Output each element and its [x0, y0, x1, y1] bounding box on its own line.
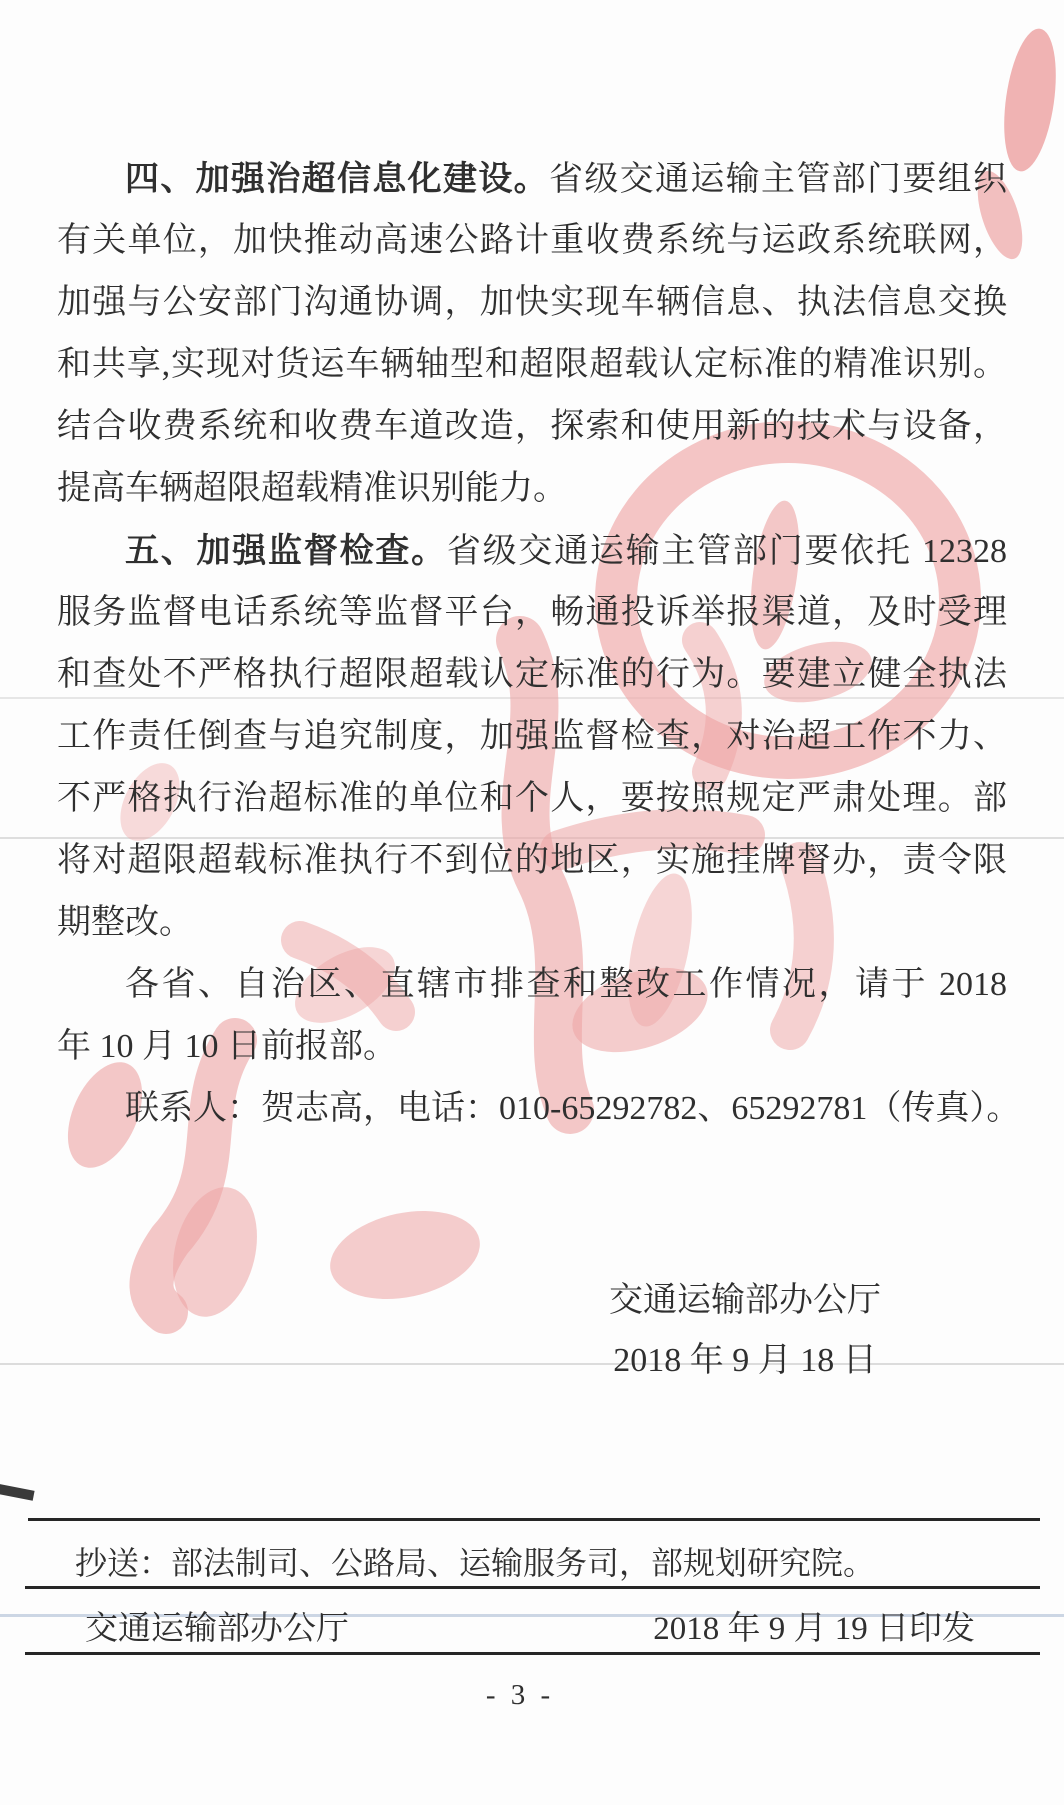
signature-date: 2018 年 9 月 18 日 — [613, 1342, 877, 1379]
body-line: 提高车辆超限超载精准识别能力。 — [57, 470, 567, 507]
body-line: 服务监督电话系统等监督平台，畅通投诉举报渠道，及时受理 — [57, 594, 1007, 631]
footer-issuer-row — [85, 1606, 975, 1652]
body-line: 有关单位，加快推动高速公路计重收费系统与运政系统联网， — [57, 222, 1007, 259]
footer-cc-line: 抄送：部法制司、公路局、运输服务司，部规划研究院。 — [75, 1545, 876, 1581]
body-line: 四、加强治超信息化建设。省级交通运输主管部门要组织 — [125, 160, 1007, 198]
body-line: 工作责任倒查与追究制度，加强监督检查，对治超工作不力、 — [57, 718, 1007, 755]
body-line: 和共享,实现对货运车辆轴型和超限超载认定标准的精准识别。 — [57, 346, 1007, 383]
page-number: - 3 - — [485, 1679, 555, 1711]
footer-divider-top — [28, 1518, 1040, 1521]
signature-org: 交通运输部办公厅 — [609, 1282, 881, 1319]
body-line: 结合收费系统和收费车道改造，探索和使用新的技术与设备， — [57, 408, 1007, 445]
body-line: 和查处不严格执行超限超载认定标准的行为。要建立健全执法 — [57, 656, 1007, 693]
section-heading: 五、加强监督检查。 — [125, 532, 447, 570]
footer-print-date: 2018 年 9 月 19 日印发 — [653, 1611, 975, 1647]
body-line: 加强与公安部门沟通协调，加快实现车辆信息、执法信息交换 — [57, 284, 1007, 321]
body-line: 年 10 月 10 日前报部。 — [57, 1028, 397, 1065]
footer-issuer: 交通运输部办公厅 — [85, 1611, 349, 1647]
section-heading: 四、加强治超信息化建设。 — [125, 160, 549, 198]
body-line: 联系人：贺志高，电话：010-65292782、65292781（传真）。 — [125, 1090, 1021, 1127]
body-line: 期整改。 — [57, 904, 193, 941]
body-line: 各省、自治区、直辖市排查和整改工作情况，请于 2018 — [125, 966, 1007, 1003]
body-line: 五、加强监督检查。省级交通运输主管部门要依托 12328 — [125, 532, 1008, 570]
footer-divider-bottom — [25, 1652, 1040, 1655]
body-text — [57, 148, 1021, 1140]
footer-divider-middle — [25, 1586, 1040, 1589]
body-line: 不严格执行治超标准的单位和个人，要按照规定严肃处理。部 — [57, 780, 1007, 817]
signature-block — [575, 1271, 915, 1391]
body-line: 将对超限超载标准执行不到位的地区，实施挂牌督办，责令限 — [57, 842, 1007, 879]
